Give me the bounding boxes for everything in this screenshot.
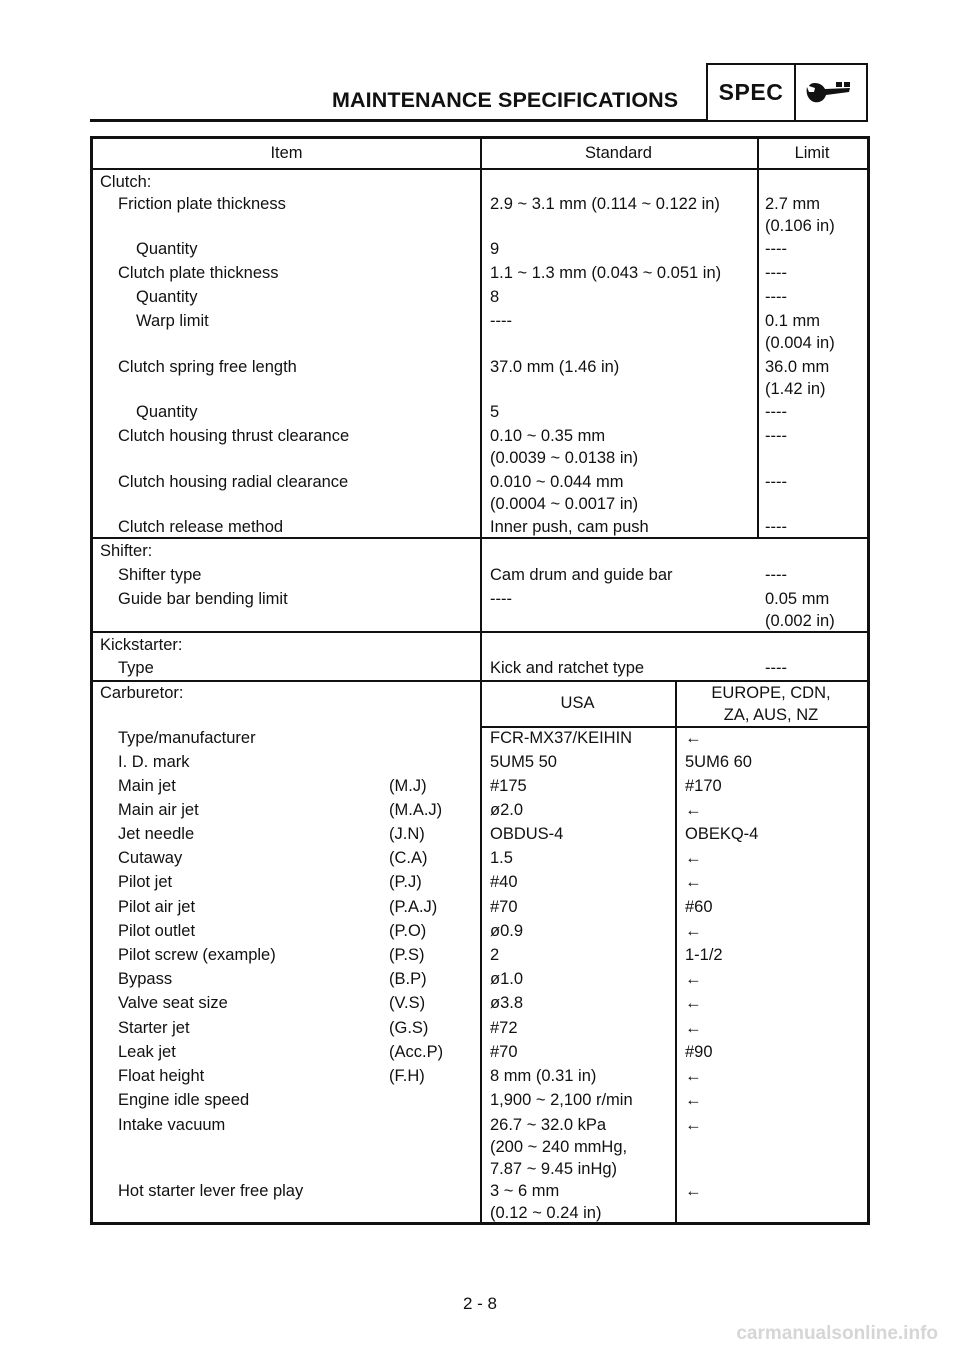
spec-usa-value: 7.87 ~ 9.45 inHg) xyxy=(490,1160,618,1178)
spec-europe-value: ← xyxy=(685,970,702,988)
spec-item-label: Clutch spring free length xyxy=(118,358,297,376)
spec-usa-value: 1,900 ~ 2,100 r/min xyxy=(490,1091,633,1109)
spec-limit-value: ---- xyxy=(765,427,787,445)
spec-europe-value: ← xyxy=(685,1091,702,1109)
column-header-standard: Standard xyxy=(585,144,652,162)
spec-europe-value: 5UM6 60 xyxy=(685,753,752,771)
spec-item-code: (P.J) xyxy=(389,873,422,891)
section-heading: Clutch: xyxy=(100,173,152,191)
spec-usa-value: ø3.8 xyxy=(490,994,524,1012)
spec-europe-value: ← xyxy=(685,801,702,819)
spec-limit-value: ---- xyxy=(765,264,787,282)
spec-item-label: Main jet xyxy=(118,777,176,795)
spec-limit-value: 36.0 mm xyxy=(765,358,830,376)
spec-item-label: Type/manufacturer xyxy=(118,729,256,747)
spec-item-label: Intake vacuum xyxy=(118,1116,226,1134)
spec-usa-value: (0.12 ~ 0.24 in) xyxy=(490,1204,602,1222)
spec-item-code: (G.S) xyxy=(389,1019,429,1037)
spec-table xyxy=(90,136,870,1225)
spec-item-label: Clutch release method xyxy=(118,518,284,536)
spec-limit-value: 0.1 mm xyxy=(765,312,821,330)
spec-item-label: Clutch plate thickness xyxy=(118,264,279,282)
spec-item-label: Starter jet xyxy=(118,1019,190,1037)
spec-item-code: (C.A) xyxy=(389,849,428,867)
spec-europe-value: ← xyxy=(685,1116,702,1134)
spec-item-code: (V.S) xyxy=(389,994,426,1012)
spec-standard-value: 0.010 ~ 0.044 mm xyxy=(490,473,624,491)
spec-item-label: Guide bar bending limit xyxy=(118,590,288,608)
spec-europe-value: ← xyxy=(685,994,702,1012)
spec-europe-value: #60 xyxy=(685,898,713,916)
spec-standard-value: 9 xyxy=(490,240,500,258)
page-title: MAINTENANCE SPECIFICATIONS xyxy=(332,88,679,112)
spec-item-label: Leak jet xyxy=(118,1043,176,1061)
spec-limit-value: ---- xyxy=(765,566,787,584)
spec-europe-value: ← xyxy=(685,849,702,867)
spec-limit-value: ---- xyxy=(765,659,787,677)
spec-item-code: (Acc.P) xyxy=(389,1043,444,1061)
spec-usa-value: 1.5 xyxy=(490,849,513,867)
spec-item-label: Engine idle speed xyxy=(118,1091,250,1109)
spec-usa-value: #175 xyxy=(490,777,527,795)
spec-europe-value: #170 xyxy=(685,777,722,795)
spec-item-label: Clutch housing radial clearance xyxy=(118,473,349,491)
spec-item-label: Type xyxy=(118,659,154,677)
spec-usa-value: 8 mm (0.31 in) xyxy=(490,1067,597,1085)
spec-item-code: (P.S) xyxy=(389,946,425,964)
spec-standard-value: (0.0004 ~ 0.0017 in) xyxy=(490,495,639,513)
spec-europe-value: ← xyxy=(685,1067,702,1085)
spec-item-label: Pilot outlet xyxy=(118,922,196,940)
spec-usa-value: 5UM5 50 xyxy=(490,753,557,771)
spec-limit-value: ---- xyxy=(765,403,787,421)
spec-item-label: Cutaway xyxy=(118,849,183,867)
spec-standard-value: (0.0039 ~ 0.0138 in) xyxy=(490,449,639,467)
col-rule-eu xyxy=(675,681,677,1222)
column-header-usa: USA xyxy=(560,694,595,712)
column-header-limit: Limit xyxy=(794,144,830,162)
section-heading: Shifter: xyxy=(100,542,153,560)
spec-usa-value: ø0.9 xyxy=(490,922,524,940)
spec-item-label: Valve seat size xyxy=(118,994,228,1012)
spec-item-label: Pilot jet xyxy=(118,873,173,891)
spec-item-code: (P.O) xyxy=(389,922,427,940)
column-header-item: Item xyxy=(270,144,303,162)
spec-usa-value: 26.7 ~ 32.0 kPa xyxy=(490,1116,607,1134)
spec-usa-value: #72 xyxy=(490,1019,518,1037)
spec-item-label: Warp limit xyxy=(136,312,209,330)
title-underline xyxy=(90,119,708,122)
spec-usa-value: #70 xyxy=(490,1043,518,1061)
wrench-icon xyxy=(796,65,866,120)
section-divider xyxy=(93,631,867,633)
spec-usa-value: #40 xyxy=(490,873,518,891)
spec-limit-value: ---- xyxy=(765,473,787,491)
spec-item-label: Bypass xyxy=(118,970,173,988)
column-header-europe: EUROPE, CDN, xyxy=(711,684,831,702)
spec-item-label: I. D. mark xyxy=(118,753,190,771)
spec-europe-value: ← xyxy=(685,873,702,891)
spec-usa-value: ø2.0 xyxy=(490,801,524,819)
spec-item-code: (P.A.J) xyxy=(389,898,438,916)
spec-usa-value: 2 xyxy=(490,946,500,964)
spec-limit-value: 0.05 mm xyxy=(765,590,830,608)
spec-item-label: Clutch housing thrust clearance xyxy=(118,427,350,445)
spec-standard-value: 0.10 ~ 0.35 mm xyxy=(490,427,606,445)
spec-item-label: Shifter type xyxy=(118,566,202,584)
spec-usa-value: 3 ~ 6 mm xyxy=(490,1182,560,1200)
section-heading: Kickstarter: xyxy=(100,636,183,654)
spec-item-label: Float height xyxy=(118,1067,205,1085)
spec-item-label: Friction plate thickness xyxy=(118,195,286,213)
spec-item-label: Hot starter lever free play xyxy=(118,1182,304,1200)
spec-limit-value: ---- xyxy=(765,240,787,258)
spec-item-label: Main air jet xyxy=(118,801,199,819)
page-number: 2 - 8 xyxy=(462,1294,498,1313)
spec-europe-value: ← xyxy=(685,729,702,747)
spec-standard-value: 1.1 ~ 1.3 mm (0.043 ~ 0.051 in) xyxy=(490,264,722,282)
spec-standard-value: 2.9 ~ 3.1 mm (0.114 ~ 0.122 in) xyxy=(490,195,720,213)
spec-usa-value: OBDUS-4 xyxy=(490,825,564,843)
spec-usa-value: ø1.0 xyxy=(490,970,524,988)
spec-usa-value: (200 ~ 240 mmHg, xyxy=(490,1138,628,1156)
spec-item-code: (B.P) xyxy=(389,970,427,988)
spec-item-code: (F.H) xyxy=(389,1067,425,1085)
spec-usa-value: #70 xyxy=(490,898,518,916)
spec-item-code: (M.J) xyxy=(389,777,427,795)
spec-item-label: Quantity xyxy=(136,403,198,421)
spec-standard-value: ---- xyxy=(490,590,512,608)
spec-europe-value: #90 xyxy=(685,1043,713,1061)
spec-europe-value: ← xyxy=(685,1182,702,1200)
spec-item-code: (J.N) xyxy=(389,825,425,843)
spec-item-label: Jet needle xyxy=(118,825,195,843)
spec-standard-value: Cam drum and guide bar xyxy=(490,566,673,584)
spec-limit-value: ---- xyxy=(765,288,787,306)
spec-standard-value: 5 xyxy=(490,403,500,421)
section-heading: Carburetor: xyxy=(100,684,184,702)
spec-limit-value: ---- xyxy=(765,518,787,536)
spec-europe-value: 1-1/2 xyxy=(685,946,723,964)
spec-item-label: Pilot screw (example) xyxy=(118,946,276,964)
spec-limit-value: (1.42 in) xyxy=(765,380,826,398)
spec-europe-value: ← xyxy=(685,1019,702,1037)
spec-standard-value: Kick and ratchet type xyxy=(490,659,645,677)
spec-item-code: (M.A.J) xyxy=(389,801,443,819)
spec-item-label: Quantity xyxy=(136,240,198,258)
spec-usa-value: FCR-MX37/KEIHIN xyxy=(490,729,633,747)
spec-badge xyxy=(706,63,868,122)
spec-limit-value: 2.7 mm xyxy=(765,195,821,213)
spec-standard-value: 37.0 mm (1.46 in) xyxy=(490,358,620,376)
spec-europe-value: OBEKQ-4 xyxy=(685,825,759,843)
spec-standard-value: ---- xyxy=(490,312,512,330)
col-rule-limit-upper xyxy=(757,139,759,538)
spec-standard-value: Inner push, cam push xyxy=(490,518,649,536)
spec-limit-value: (0.002 in) xyxy=(765,612,835,630)
spec-item-label: Quantity xyxy=(136,288,198,306)
spec-standard-value: 8 xyxy=(490,288,500,306)
spec-limit-value: (0.004 in) xyxy=(765,334,835,352)
spec-item-label: Pilot air jet xyxy=(118,898,196,916)
header-divider xyxy=(93,168,867,170)
watermark: carmanualsonline.info xyxy=(736,1323,938,1344)
spec-limit-value: (0.106 in) xyxy=(765,217,835,235)
spec-badge-label: SPEC xyxy=(708,65,796,120)
spec-europe-value: ← xyxy=(685,922,702,940)
column-header-europe: ZA, AUS, NZ xyxy=(723,706,819,724)
